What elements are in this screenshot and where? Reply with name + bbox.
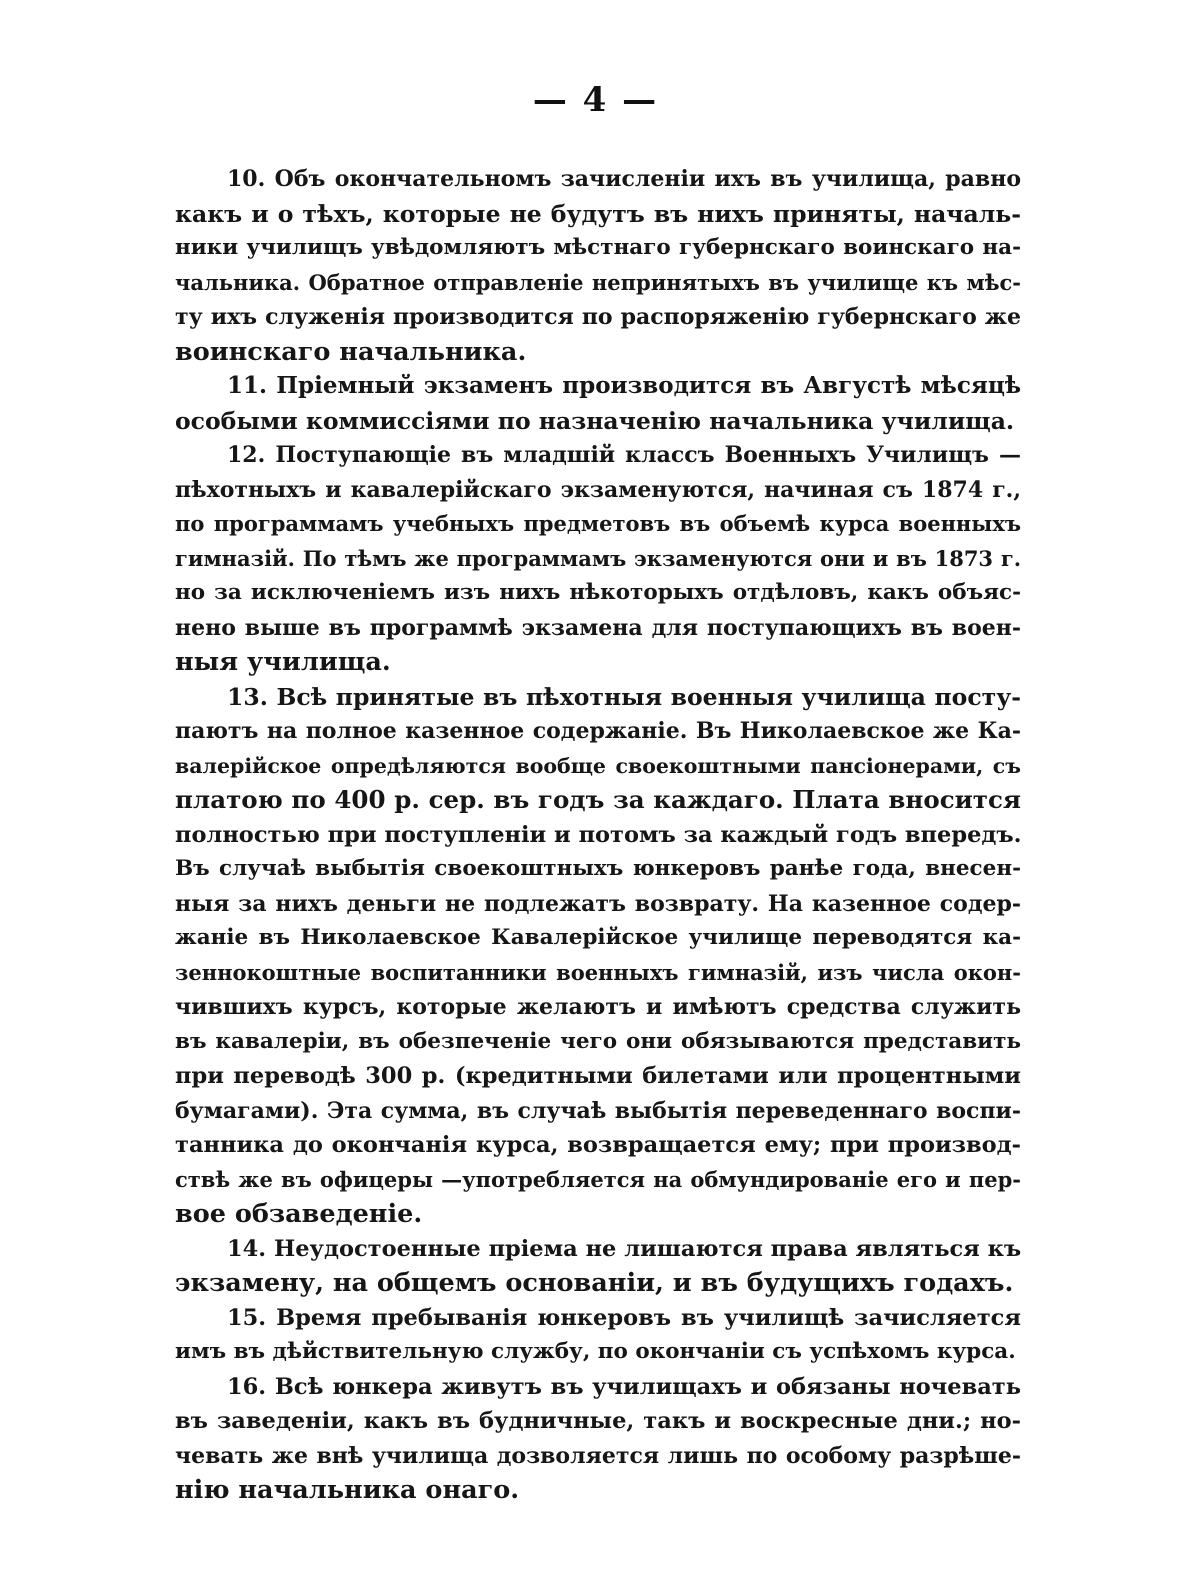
paragraph-6 bbox=[175, 1301, 1021, 1370]
text-line: Въ случаѣ выбытія своекоштныхъ юнкеровъ ранѣе года, внесен- bbox=[175, 856, 1021, 881]
text-line: вое обзаведеніе. bbox=[175, 1199, 423, 1229]
text-line: 13. Всѣ принятые въ пѣхотныя военныя училища посту- bbox=[227, 682, 1021, 711]
text-line: 15. Время пребыванія юнкеровъ въ училищѣ зачисляется bbox=[227, 1304, 1021, 1331]
page-number: — 4 — bbox=[532, 80, 659, 120]
text-line: 14. Неудостоенные пріема не лишаются права являться къ bbox=[227, 1235, 1022, 1262]
paragraph-5 bbox=[175, 1232, 1021, 1301]
text-line: ту ихъ служенія производится по распоряженію губернскаго же bbox=[175, 304, 1021, 330]
text-line: гимназій. По тѣмъ же программамъ экзаменуются они и въ 1873 г. bbox=[175, 545, 1021, 571]
text-line: пѣхотныхъ и кавалерійскаго экзаменуются, начиная съ 1874 г., bbox=[175, 476, 1021, 503]
text-line: чальника. Обратное отправленіе непринятыхъ въ училище къ мѣс- bbox=[175, 269, 1021, 295]
paragraph-2 bbox=[175, 369, 1021, 438]
text-line: валерійское опредѣляются вообще своекоштными пансіонерами, съ bbox=[175, 753, 1021, 778]
text-line: имъ въ дѣйствительную службу, по окончаніи съ успѣхомъ курса. bbox=[175, 1339, 1016, 1364]
text-line: 16. Всѣ юнкера живутъ въ училищахъ и обязаны ночевать bbox=[227, 1373, 1021, 1400]
text-line: ствѣ же въ офицеры —употребляется на обмундированіе его и пер- bbox=[175, 1166, 1021, 1192]
text-line: полностью при поступленіи и потомъ за каждый годъ впередъ. bbox=[175, 821, 1022, 848]
text-line: зеннокоштные воспитанники военныхъ гимназій, изъ числа окон- bbox=[175, 959, 1021, 985]
text-line: нено выше въ программѣ экзамена для поступающихъ въ воен- bbox=[175, 614, 1021, 641]
text-line: въ кавалеріи, въ обезпеченіе чего они обязываются представить bbox=[175, 1028, 1021, 1054]
paragraph-1 bbox=[175, 162, 1021, 369]
text-line: танника до окончанія курса, возвращается ему; при производ- bbox=[175, 1132, 1021, 1158]
text-line: чившихъ курсъ, которые желаютъ и имѣютъ средства служить bbox=[175, 994, 1021, 1020]
text-line: жаніе въ Николаевское Кавалерійское училище переводятся ка- bbox=[175, 925, 1021, 950]
document-body bbox=[175, 162, 1021, 1508]
paragraph-4 bbox=[175, 680, 1021, 1232]
text-line: чевать же внѣ училища дозволяется лишь по особому разрѣше- bbox=[175, 1442, 1021, 1469]
text-line: платою по 400 р. сер. въ годъ за каждаго. Плата вносится bbox=[175, 785, 1021, 814]
text-line: по программамъ учебныхъ предметовъ въ объемѣ курса военныхъ bbox=[175, 511, 1021, 536]
text-line: ники училищъ увѣдомляютъ мѣстнаго губернскаго воинскаго на- bbox=[175, 235, 1021, 260]
text-line: въ заведеніи, какъ въ будничные, такъ и воскресные дни.; но- bbox=[175, 1408, 1021, 1434]
paragraph-7 bbox=[175, 1370, 1021, 1508]
text-line: 12. Поступающіе въ младшій классъ Военныхъ Училищъ — bbox=[227, 442, 1021, 468]
text-line: но за исключеніемъ изъ нихъ нѣкоторыхъ отдѣловъ, какъ объяс- bbox=[175, 580, 1021, 605]
text-line: воинскаго начальника. bbox=[175, 336, 527, 367]
text-line: нію начальника онаго. bbox=[175, 1475, 520, 1505]
text-line: ныя училища. bbox=[175, 647, 391, 677]
text-line: особыми коммиссіями по назначенію начальника училища. bbox=[175, 406, 1015, 435]
text-line: экзамену, на общемъ основаніи, и въ будущихъ годахъ. bbox=[175, 1268, 1014, 1298]
text-line: паютъ на полное казенное содержаніе. Въ Николаевское же Ка- bbox=[175, 718, 1021, 744]
text-line: бумагами). Эта сумма, въ случаѣ выбытія переведеннаго воспи- bbox=[175, 1097, 1021, 1124]
text-line: 10. Объ окончательномъ зачисленіи ихъ въ училища, равно bbox=[227, 166, 1021, 192]
text-line: какъ и о тѣхъ, которые не будутъ въ нихъ приняты, началь- bbox=[175, 199, 1021, 228]
text-line: при переводѣ 300 р. (кредитными билетами или процентными bbox=[175, 1063, 1021, 1089]
paragraph-3 bbox=[175, 438, 1021, 680]
text-line: 11. Пріемный экзаменъ производится въ Августѣ мѣсяцѣ bbox=[227, 372, 1021, 399]
text-line: ныя за нихъ деньги не подлежатъ возврату. На казенное содер- bbox=[175, 890, 1021, 917]
